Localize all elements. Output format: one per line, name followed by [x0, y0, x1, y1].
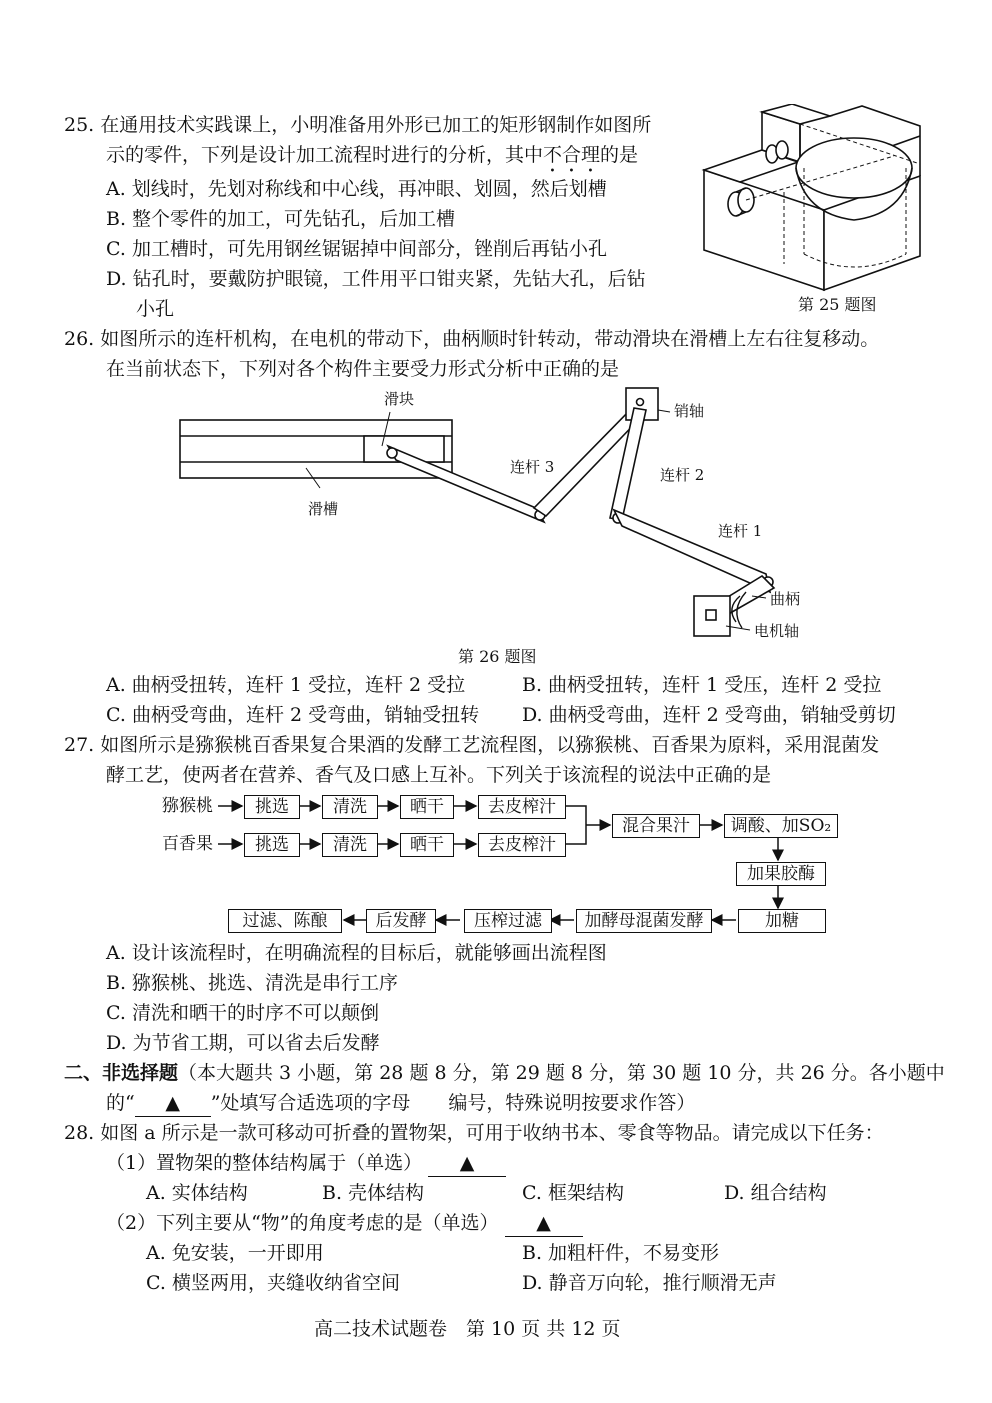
flow-yeast-ferment: 加酵母混菌发酵 [576, 909, 712, 933]
flow-pectinase: 加果胶酶 [736, 862, 826, 886]
label-crank: 曲柄 [770, 590, 801, 608]
flow-select-1: 挑选 [244, 795, 300, 819]
q26-figure-caption: 第 26 题图 [458, 647, 537, 666]
q28-sub2-option-a: A. 免安装，一开即用 [146, 1242, 324, 1264]
flow-adjust-acid: 调酸、加SO₂ [724, 814, 838, 838]
label-slot: 滑槽 [308, 500, 339, 518]
flow-kiwi: 猕猴桃 [162, 796, 213, 816]
flow-select-2: 挑选 [244, 833, 300, 857]
label-link-1: 连杆 1 [718, 522, 763, 540]
q25-option-d: D. 钻孔时，要戴防护眼镜，工件用平口钳夹紧，先钻大孔，后钻 [106, 268, 646, 290]
flow-mix-juice: 混合果汁 [612, 814, 700, 838]
flow-sugar: 加糖 [738, 909, 826, 933]
flow-wash-2: 清洗 [322, 833, 378, 857]
q27-option-d: D. 为节省工期，可以省去后发酵 [106, 1032, 380, 1054]
q25-stem-line1: 25. 在通用技术实践课上，小明准备用外形已加工的矩形钢制作如图所 [64, 114, 652, 136]
q26-linkage-figure [170, 382, 830, 644]
q25-option-d-cont: 小孔 [136, 298, 175, 320]
q26-option-a: A. 曲柄受扭转，连杆 1 受拉，连杆 2 受拉 [106, 674, 466, 696]
flow-press-filter: 压榨过滤 [464, 909, 552, 933]
label-link-3: 连杆 3 [510, 458, 555, 476]
label-pin: 销轴 [674, 402, 705, 420]
q26-option-b: B. 曲柄受扭转，连杆 1 受压，连杆 2 受拉 [522, 674, 882, 696]
flow-dry-2: 晒干 [400, 833, 454, 857]
flow-peel-1: 去皮榨汁 [478, 795, 566, 819]
q25-figure-caption: 第 25 题图 [798, 295, 877, 314]
section2-heading: 二、非选择题（本大题共 3 小题，第 28 题 8 分，第 29 题 8 分，第 30 题 10 分，共 26 分。各小题中 [64, 1062, 945, 1084]
q28-sub1-option-b: B. 壳体结构 [322, 1182, 425, 1204]
label-slider: 滑块 [384, 390, 415, 408]
flow-passion: 百香果 [162, 834, 213, 854]
q28-sub1: （1）置物架的整体结构属于（单选） ▲ [106, 1150, 506, 1177]
answer-blank-marker: ▲ [135, 1090, 211, 1117]
flow-filter-age: 过滤、陈酿 [228, 909, 342, 933]
q26-stem-line1: 26. 如图所示的连杆机构，在电机的带动下，曲柄顺时针转动，带动滑块在滑槽上左右往复移动。 [64, 328, 880, 350]
q27-option-a: A. 设计该流程时，在明确流程的目标后，就能够画出流程图 [106, 942, 607, 964]
q28-sub2: （2）下列主要从“物”的角度考虑的是（单选） ▲ [106, 1210, 583, 1237]
label-link-2: 连杆 2 [660, 466, 705, 484]
emphasis-not-reasonable: 不合理 [543, 144, 601, 166]
q26-option-d: D. 曲柄受弯曲，连杆 2 受弯曲，销轴受剪切 [522, 704, 896, 726]
flow-wash-1: 清洗 [322, 795, 378, 819]
q28-sub1-option-a: A. 实体结构 [146, 1182, 248, 1204]
q26-stem-line2: 在当前状态下，下列对各个构件主要受力形式分析中正确的是 [106, 358, 620, 380]
flow-dry-1: 晒干 [400, 795, 454, 819]
q27-option-b: B. 猕猴桃、挑选、清洗是串行工序 [106, 972, 399, 994]
q26-option-c: C. 曲柄受弯曲，连杆 2 受弯曲，销轴受扭转 [106, 704, 480, 726]
section2-desc-line2: 的“ ▲ ”处填写合适选项的字母 编号，特殊说明按要求作答） [106, 1090, 695, 1117]
q25-part-figure [694, 104, 930, 292]
q28-sub1-option-d: D. 组合结构 [724, 1182, 827, 1204]
q27-stem-line2: 酵工艺，使两者在营养、香气及口感上互补。下列关于该流程的说法中正确的是 [106, 764, 772, 786]
q28-stem: 28. 如图 a 所示是一款可移动可折叠的置物架，可用于收纳书本、零食等物品。请完成以下任务： [64, 1122, 884, 1144]
q25-stem-line2: 示的零件，下列是设计加工流程时进行的分析，其中不合理的是 [106, 144, 639, 166]
q27-stem-line1: 27. 如图所示是猕猴桃百香果复合果酒的发酵工艺流程图，以猕猴桃、百香果为原料，采用混菌发 [64, 734, 880, 756]
q28-sub2-option-c: C. 横竖两用，夹缝收纳省空间 [146, 1272, 400, 1294]
q28-sub1-blank[interactable]: ▲ [428, 1150, 506, 1177]
q27-option-c: C. 清洗和晒干的时序不可以颠倒 [106, 1002, 379, 1024]
flow-peel-2: 去皮榨汁 [478, 833, 566, 857]
q28-sub1-option-c: C. 框架结构 [522, 1182, 624, 1204]
q25-option-b: B. 整个零件的加工，可先钻孔，后加工槽 [106, 208, 456, 230]
q28-sub2-option-d: D. 静音万向轮，推行顺滑无声 [522, 1272, 777, 1294]
q28-sub2-blank[interactable]: ▲ [505, 1210, 583, 1237]
page-footer: 高二技术试题卷 第 10 页 共 12 页 [314, 1318, 621, 1340]
q25-option-c: C. 加工槽时，可先用钢丝锯锯掉中间部分，锉削后再钻小孔 [106, 238, 607, 260]
q25-option-a: A. 划线时，先划对称线和中心线，再冲眼、划圆，然后划槽 [106, 178, 607, 200]
q28-sub2-option-b: B. 加粗杆件，不易变形 [522, 1242, 720, 1264]
section2-title: 二、非选择题 [64, 1062, 179, 1084]
label-motor-shaft: 电机轴 [754, 622, 800, 640]
flow-post-ferment: 后发酵 [366, 909, 436, 933]
